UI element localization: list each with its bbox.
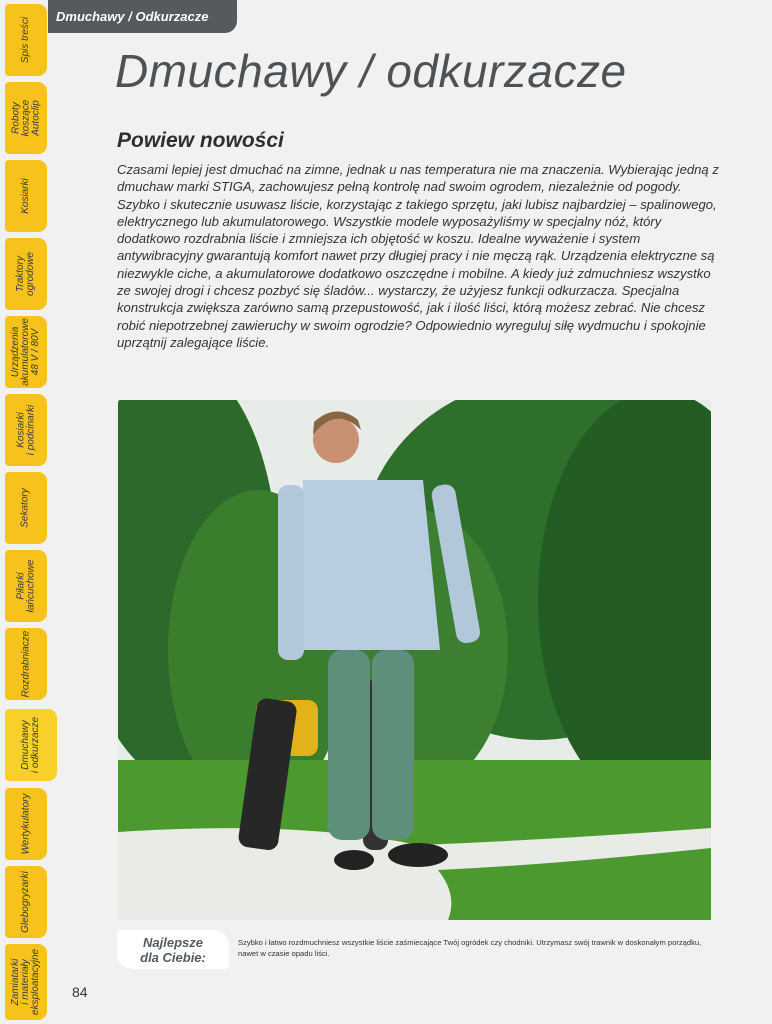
tab-label: Urządzenia akumulatorowe 48 V / 80V (10, 318, 41, 386)
tab-kosiarki[interactable] (5, 160, 47, 232)
tab-pilarki[interactable] (5, 550, 47, 622)
tab-traktory-ogrodowe[interactable] (5, 238, 47, 310)
page-number: 84 (72, 984, 88, 1000)
tab-spis-tresci[interactable] (5, 4, 47, 76)
tab-label: Wertykulatory (20, 793, 32, 855)
tab-label: Sekatory (20, 488, 31, 528)
tab-label: Traktory ogrodowe (15, 252, 37, 296)
product-photo-man-with-leaf-blower (118, 400, 711, 920)
tab-label: Rozdrabniacze (20, 630, 31, 698)
chapter-sidebar (0, 0, 58, 1024)
tab-label: Roboty koszące Autoclip (10, 99, 41, 137)
tab-dmuchawy-active[interactable] (5, 709, 57, 781)
tab-label: Spis treści (20, 16, 31, 64)
page-title: Dmuchawy / odkurzacze (115, 45, 627, 97)
callout-label: Najlepsze dla Ciebie: (140, 934, 206, 965)
callout-caption: Szybko i łatwo rozdmuchniesz wszystkie liście zaśmiecające Twój ogródek czy chodniki. Utrzymasz swój trawnik w doskonałym porządku, nawet w czasie opadu liści. (238, 938, 702, 958)
tab-label: Glebogryzarki (20, 871, 32, 933)
tab-wertykulatory[interactable] (5, 788, 47, 860)
section-header-pill: Dmuchawy / Odkurzacze (48, 0, 237, 33)
article-body: Czasami lepiej jest dmuchać na zimne, jednak u nas temperatura nie ma znaczenia. Wybierając jedną z dmuchaw marki STIGA, zachowujesz pełną kontrolę nad swoim ogrodem, niezależnie od pogody. Szybko i skutecznie usuwasz liście, korzystając z takiego sprzętu, jaki lubisz najbardziej – spalinowego, elektrycznego lub akumulatorowego. Wszystkie modele wyposażyliśmy w specjalny nóż, który dodatkowo rozdrabnia liście i zmniejsza ich objętość w koszu. Idealne wyważenie i system antywibracyjny gwarantują komfort nawet przy długiej pracy i nie męczą rąk. Urządzenia elektryczne są niezwykle ciche, a akumulatorowe dodatkowo oszczędne i mobilne. A kiedy już zdmuchniesz wszystko ze swojej drogi i chcesz pozbyć się śladów... wystarczy, że użyjesz funkcji odkurzacza. Specjalna konstrukcja zwiększa zarówno samą przepustowość, jak i ilość liści, którą możesz zebrać. Nie chcesz robić niepotrzebnej zawieruchy w swoim ogrodzie? Odpowiednio wyreguluj siłę wydmuchu i spokojnie uprzątnij zalegające liście. (117, 162, 719, 350)
tab-roboty-koszace[interactable] (5, 82, 47, 154)
callout-best-for-you (117, 930, 229, 969)
tab-kosiarki-podcinarki[interactable] (5, 394, 47, 466)
tab-label: Piłarki łańcuchowe (15, 559, 36, 613)
tab-label: Kosiarki i podcinarki (15, 404, 36, 456)
tab-label: Zamiatarki i materiały eksploatacyjne (10, 948, 41, 1016)
article-subtitle: Powiew nowości (117, 129, 284, 152)
tab-urzadzenia-akumulatorowe[interactable] (5, 316, 47, 388)
tab-label: Kosiarki (19, 178, 31, 214)
tab-rozdrabniacze[interactable] (5, 628, 47, 700)
tab-sekatory[interactable] (5, 472, 47, 544)
tab-label: Dmuchawy i odkurzacze (20, 716, 42, 774)
tab-zamiatarki[interactable] (5, 944, 47, 1020)
tab-glebogryzarki[interactable] (5, 866, 47, 938)
